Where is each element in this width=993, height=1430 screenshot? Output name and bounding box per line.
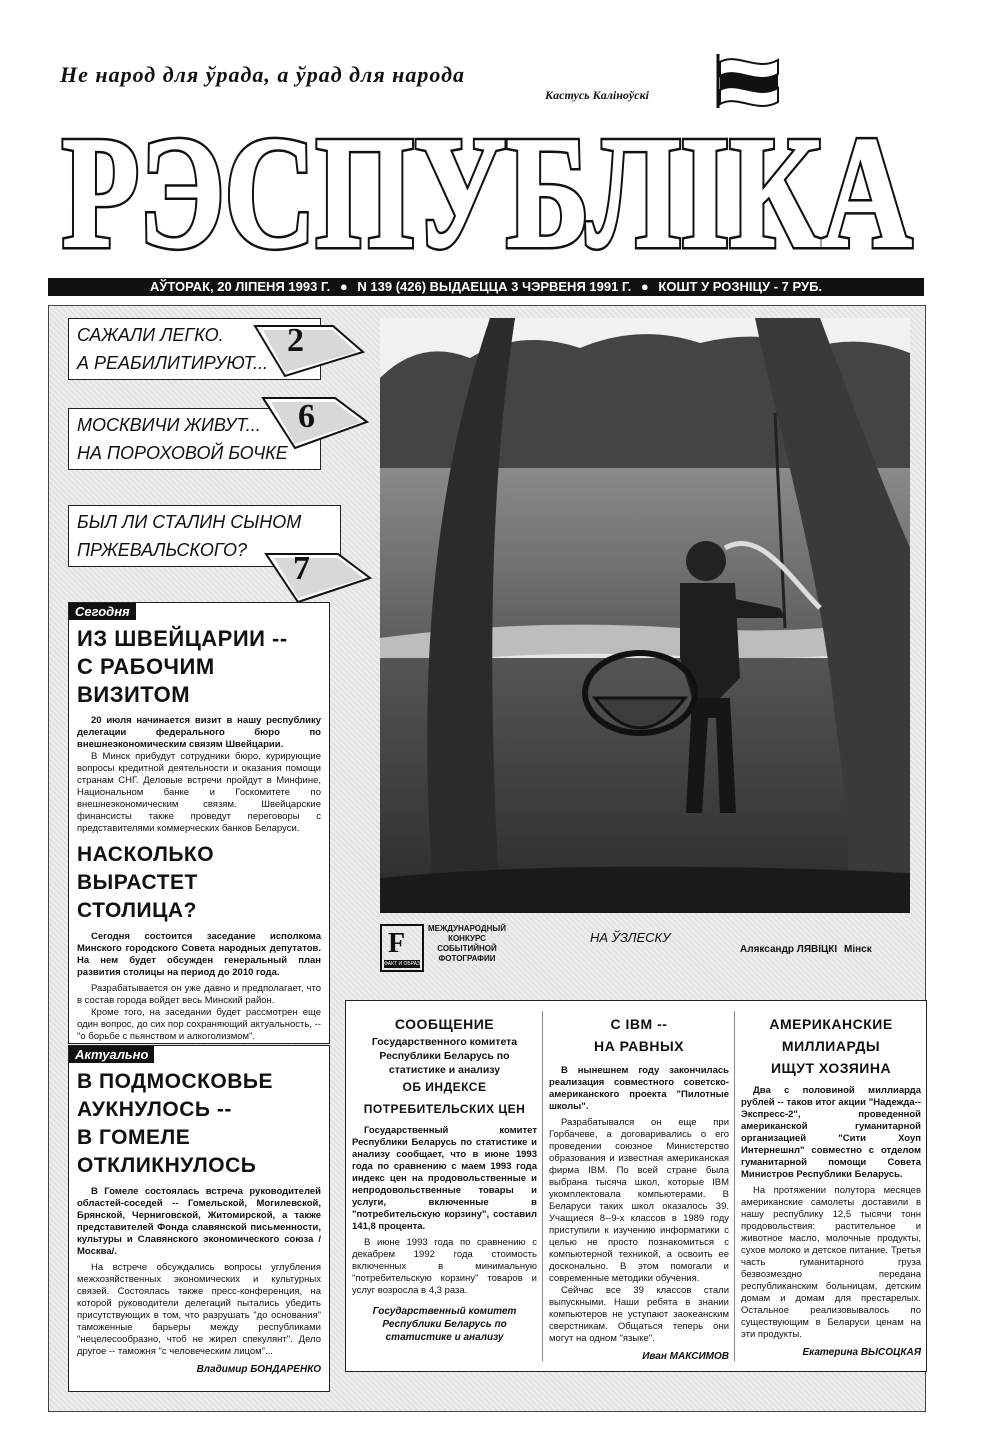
headline[interactable]: АУКНУЛОСЬ -- (77, 1098, 232, 1121)
lead-text: Государственный комитет Республики Беларусь по статистике и анализу сообщает, что в июне 1993 года по сравнению с маем 1993 года индекс цен на продовольственные и непродовольственные товары и услуги, включенные в "потребительскую корзину", составил 141,8 процента. (352, 1125, 537, 1232)
teaser-1-page: 2 (287, 322, 304, 359)
photo-caption (380, 920, 910, 980)
body-text: На встрече обсуждались вопросы углубления межхозяйственных экономических и культурных связей. Состоялась также пресс-конференция, на которой руководители делегаций пытались убедить присутствующих в том, что разрушать "до основания" таможенные барьеры между республиками "нецелесообразно, чтоб не жирел спекулянт". Дело другое -- таможня "с человеческим лицом"... (77, 1262, 321, 1357)
teaser-3-page: 7 (293, 550, 310, 587)
lead-text: Сегодня состоится заседание исполкома Минского городского Совета народных депутатов. На нем будет обсужден генеральный план развития столицы на период до 2010 года. (77, 931, 321, 978)
photo-child-forest[interactable] (380, 318, 910, 913)
body-text: В июне 1993 года по сравнению с декабрем 1992 года стоимость включенных в минимальную "потребительскую корзину" товаров и услуг возросла в 4,3 раза. (352, 1237, 537, 1296)
motto-author: Кастусь Каліноўскі (545, 88, 649, 102)
actual-section (68, 1045, 330, 1392)
teaser-3-arrow (258, 548, 373, 606)
masthead (52, 108, 922, 266)
headline[interactable]: ОБ ИНДЕКСЕ (402, 1080, 487, 1094)
bottom-articles (345, 1000, 927, 1372)
lead-text: В нынешнем году закончилась реализация совместного советско-американского проекта "Пилотные школы". (549, 1065, 729, 1112)
body-text: Кроме того, на заседании будет рассмотрен еще один вопрос, до сих пор сохраняющий актуальность, -- "о борьбе с пьянством и алкоголизмом". (77, 1007, 321, 1042)
headline[interactable]: МИЛЛИАРДЫ (781, 1038, 881, 1054)
lead-text: Два с половиной миллиарда рублей -- таков итог акции "Надежда--Экспресс-2", проведенной американской гуманитарной организацией "Сити Хоуп Интернешнл" совместно с отделом гуманитарной помощи Совета Министров Республики Беларусь. (741, 1085, 921, 1180)
price: КОШТ У РОЗНІЦУ - 7 РУБ. (658, 279, 823, 294)
headline[interactable]: ОТКЛИКНУЛОСЬ (77, 1154, 257, 1177)
signature: Государственный комитет Республики Беларусь по статистике и анализу (372, 1306, 517, 1343)
column-divider (542, 1011, 543, 1361)
headline[interactable]: ПОТРЕБИТЕЛЬСКИХ ЦЕН (363, 1102, 526, 1116)
signature: Владимир БОНДАРЕНКО (196, 1364, 321, 1375)
contest-label (426, 924, 508, 964)
today-section (68, 602, 330, 1044)
contest-logo (380, 924, 424, 972)
logo-text: ФАКТ И ОБРАЗ (384, 961, 420, 967)
issue-date: АЎТОРАК, 20 ЛІПЕНЯ 1993 Г. (149, 279, 331, 294)
teaser-2-page: 6 (298, 398, 315, 435)
headline[interactable]: С РАБОЧИМ ВИЗИТОМ (77, 654, 215, 707)
headline[interactable]: ИЗ ШВЕЙЦАРИИ -- (77, 626, 288, 651)
headline[interactable]: НАСКОЛЬКО (77, 843, 215, 866)
photo-city: Мінск (843, 944, 872, 955)
headline[interactable]: АМЕРИКАНСКИЕ (769, 1016, 893, 1032)
signature: Иван МАКСИМОВ (642, 1351, 729, 1362)
body-text: На протяжении полутора месяцев американские самолеты доставили в нашу республику 12,5 тысячи тонн продовольствия: растительное и животное масло, молочные продукты, сухое молоко и детское питание. Третья часть гуманитарного груза безвозмездно передана республиканским больницам, детским домам и домам для престарелых. Остальное реализовывалось по существующим в Беларуси ценам на эти продукты. (741, 1185, 921, 1340)
section-tag: Сегодня (69, 603, 136, 620)
stat-article (352, 1013, 537, 1344)
headline[interactable]: СООБЩЕНИЕ (394, 1016, 495, 1032)
newspaper-title-inner: РЭСПУБЛІКА (62, 108, 912, 266)
newspaper-title: РЭСПУБЛІКА (62, 108, 912, 266)
contest-line: МЕЖДУНАРОДНЫЙ (428, 924, 506, 933)
bullet: ● (339, 279, 348, 294)
contest-line: ФОТОГРАФИИ (438, 954, 496, 963)
column-divider (734, 1011, 735, 1361)
logo-mark-icon: F (388, 928, 406, 959)
headline[interactable]: В ГОМЕЛЕ (77, 1126, 191, 1149)
headline[interactable]: В ПОДМОСКОВЬЕ (77, 1070, 274, 1093)
teaser-line: МОСКВИЧИ ЖИВУТ... (77, 415, 261, 435)
lead-text: 20 июля начинается визит в нашу республику делегации федерального бюро по внешнеэкономическим связям Швейцарии. (77, 715, 321, 750)
photo-author-name: Аляксандр ЛЯВІЦКІ (740, 944, 838, 955)
ibm-article (549, 1013, 729, 1362)
teaser-line: ПРЖЕВАЛЬСКОГО? (77, 540, 248, 560)
motto: Не народ для ўрада, а ўрад для народа (60, 62, 465, 87)
headline[interactable]: ИЩУТ ХОЗЯИНА (770, 1060, 892, 1076)
photo-author (740, 944, 872, 955)
headline[interactable]: С IBM -- (610, 1016, 668, 1032)
contest-line: КОНКУРС (448, 934, 486, 943)
subhead: Государственного комитета Республики Беларусь по статистике и анализу (371, 1036, 518, 1076)
bullet: ● (640, 279, 649, 294)
section-tag: Актуально (69, 1046, 154, 1063)
teaser-line: НА ПОРОХОВОЙ БОЧКЕ (77, 443, 288, 463)
contest-line: СОБЫТИЙНОЙ (437, 944, 497, 953)
headline[interactable]: ВЫРАСТЕТ (77, 871, 198, 894)
dateline (48, 278, 924, 296)
body-text: Разрабатывается он уже давно и предполагает, что в состав города войдет весь Минский район. (77, 983, 321, 1006)
lead-text: В Гомеле состоялась встреча руководителей областей-соседей -- Гомельской, Могилевской, Брянской, Черниговской, Житомирской, а также представителей Фонда славянской письменности, культуры и Славянского экономического союза /Москва/. (77, 1186, 321, 1257)
body-text: Разрабатывался он еще при Горбачеве, а договаривались о его проведении союзное Министерство образования и известная американская фирма IBM. По всей стране была выбрана тысяча школ, которые IBM укомплектовала компьютерами. В Беларуси таких школ оказалось 39. Учащиеся 8--9-х классов в 1989 году приступили к изучению информатики с целью не просто познакомиться с компьютерной техникой, а освоить ее досконально. В этом помогали и современные методики обучения. (549, 1117, 729, 1284)
body-text: Сейчас все 39 классов стали выпускными. Наши ребята в знании компьютеров не уступают заокеанским сверстникам. Общаться теперь они могут на одном "языке". (549, 1285, 729, 1344)
teaser-1-arrow (245, 318, 365, 380)
aid-article (741, 1013, 921, 1358)
signature: Екатерина ВЫСОЦКАЯ (802, 1347, 921, 1358)
photo-title: НА ЎЗЛЕСКУ (590, 930, 671, 945)
headline[interactable]: НА РАВНЫХ (593, 1038, 685, 1054)
teaser-line: САЖАЛИ ЛЕГКО. (77, 325, 224, 345)
teaser-line: А РЕАБИЛИТИРУЮТ... (77, 353, 269, 373)
headline[interactable]: СТОЛИЦА? (77, 899, 197, 922)
issue-number: N 139 (426) ВЫДАЕЦЦА 3 ЧЭРВЕНЯ 1991 Г. (357, 279, 632, 294)
body-text: В Минск прибудут сотрудники бюро, курирующие вопросы кредитной деятельности и оказания помощи странам СНГ. Деловые встречи пройдут в Минфине, Национальном банке и Госкомитете по внешнеэкономическим связям. Швейцарские финансисты также проведут переговоры с представителями коммерческих банков Беларуси. (77, 751, 321, 834)
teaser-line: БЫЛ ЛИ СТАЛИН СЫНОМ (77, 512, 302, 532)
